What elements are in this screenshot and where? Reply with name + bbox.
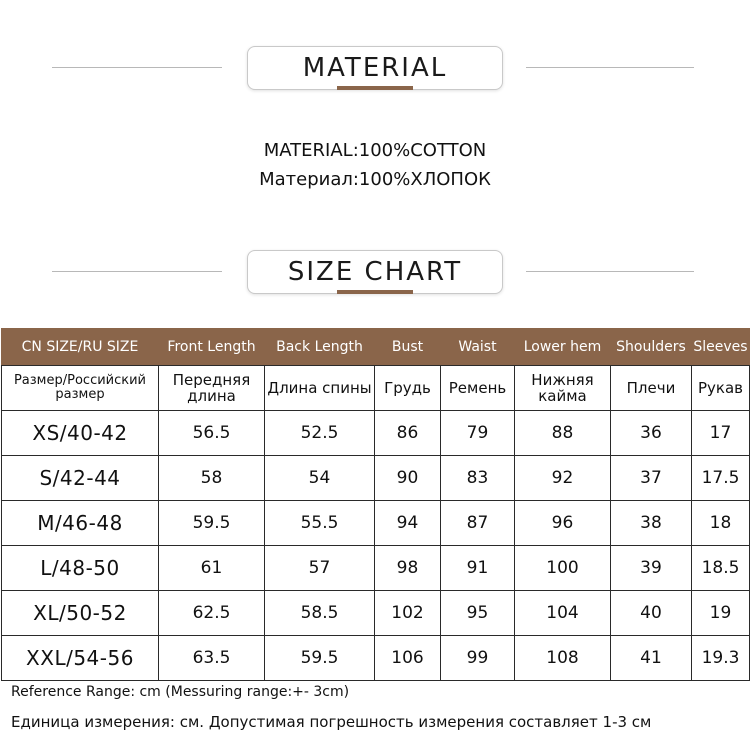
header-ru-shoulders: Плечи [611, 366, 692, 411]
shoulders-cell: 39 [611, 546, 692, 591]
header-front-length: Front Length [159, 329, 265, 366]
sleeves-cell: 19 [692, 591, 750, 636]
bust-cell: 98 [375, 546, 441, 591]
reference-range-note: Reference Range: cm (Messuring range:+- 3cm) [11, 684, 350, 700]
shoulders-cell: 38 [611, 501, 692, 546]
back-length-cell: 57 [265, 546, 375, 591]
lower-hem-cell: 104 [515, 591, 611, 636]
divider-line [52, 67, 222, 68]
table-row [2, 501, 750, 546]
material-header [0, 46, 750, 106]
waist-cell: 83 [441, 456, 515, 501]
material-line-en: MATERIAL:100%COTTON [263, 140, 487, 161]
header-ru-waist: Ремень [441, 366, 515, 411]
size-cell: XL/50-52 [2, 591, 159, 636]
bust-cell: 106 [375, 636, 441, 681]
size-cell: XXL/54-56 [2, 636, 159, 681]
bust-cell: 90 [375, 456, 441, 501]
divider-line [526, 67, 694, 68]
size-chart-title: SIZE CHART [247, 250, 503, 294]
size-cell: L/48-50 [2, 546, 159, 591]
waist-cell: 91 [441, 546, 515, 591]
sleeves-cell: 17.5 [692, 456, 750, 501]
sleeves-cell: 18.5 [692, 546, 750, 591]
lower-hem-cell: 108 [515, 636, 611, 681]
header-bust: Bust [375, 329, 441, 366]
header-back-length: Back Length [265, 329, 375, 366]
sleeves-cell: 17 [692, 411, 750, 456]
divider-line [52, 271, 222, 272]
header-sleeves: Sleeves [692, 329, 750, 366]
front-length-cell: 59.5 [159, 501, 265, 546]
size-cell: S/42-44 [2, 456, 159, 501]
shoulders-cell: 41 [611, 636, 692, 681]
front-length-cell: 62.5 [159, 591, 265, 636]
size-cell: XS/40-42 [2, 411, 159, 456]
shoulders-cell: 37 [611, 456, 692, 501]
divider-line [526, 271, 694, 272]
sleeves-cell: 19.3 [692, 636, 750, 681]
lower-hem-cell: 92 [515, 456, 611, 501]
waist-cell: 95 [441, 591, 515, 636]
lower-hem-cell: 96 [515, 501, 611, 546]
back-length-cell: 54 [265, 456, 375, 501]
material-line-ru: Материал:100%ХЛОПОК [259, 169, 491, 190]
material-info [0, 136, 750, 194]
table-row [2, 591, 750, 636]
size-cell: M/46-48 [2, 501, 159, 546]
bust-cell: 102 [375, 591, 441, 636]
header-ru-bust: Грудь [375, 366, 441, 411]
lower-hem-cell: 100 [515, 546, 611, 591]
back-length-cell: 58.5 [265, 591, 375, 636]
notes [11, 684, 651, 731]
header-ru-sleeves: Рукав [692, 366, 750, 411]
title-underline [337, 86, 413, 90]
lower-hem-cell: 88 [515, 411, 611, 456]
waist-cell: 79 [441, 411, 515, 456]
table-row [2, 636, 750, 681]
front-length-cell: 63.5 [159, 636, 265, 681]
measurement-note-ru: Единица измерения: см. Допустимая погрешность измерения составляет 1-3 см [11, 713, 652, 731]
table-header-row-en [2, 329, 750, 366]
header-shoulders: Shoulders [611, 329, 692, 366]
front-length-cell: 61 [159, 546, 265, 591]
front-length-cell: 58 [159, 456, 265, 501]
material-title: MATERIAL [247, 46, 503, 90]
size-chart-header [0, 250, 750, 310]
header-cn-ru-size: CN SIZE/RU SIZE [2, 329, 159, 366]
header-waist: Waist [441, 329, 515, 366]
header-lower-hem: Lower hem [515, 329, 611, 366]
table-row [2, 411, 750, 456]
back-length-cell: 59.5 [265, 636, 375, 681]
header-ru-size: Размер/Российский размер [2, 366, 159, 411]
bust-cell: 86 [375, 411, 441, 456]
back-length-cell: 52.5 [265, 411, 375, 456]
table-row [2, 546, 750, 591]
table-row [2, 456, 750, 501]
back-length-cell: 55.5 [265, 501, 375, 546]
waist-cell: 87 [441, 501, 515, 546]
header-ru-back-length: Длина спины [265, 366, 375, 411]
waist-cell: 99 [441, 636, 515, 681]
table-header-row-ru [2, 366, 750, 411]
sleeves-cell: 18 [692, 501, 750, 546]
bust-cell: 94 [375, 501, 441, 546]
title-underline [337, 290, 413, 294]
shoulders-cell: 40 [611, 591, 692, 636]
front-length-cell: 56.5 [159, 411, 265, 456]
shoulders-cell: 36 [611, 411, 692, 456]
header-ru-lower-hem: Нижняя кайма [515, 366, 611, 411]
size-table [1, 328, 750, 681]
header-ru-front-length: Передняя длина [159, 366, 265, 411]
